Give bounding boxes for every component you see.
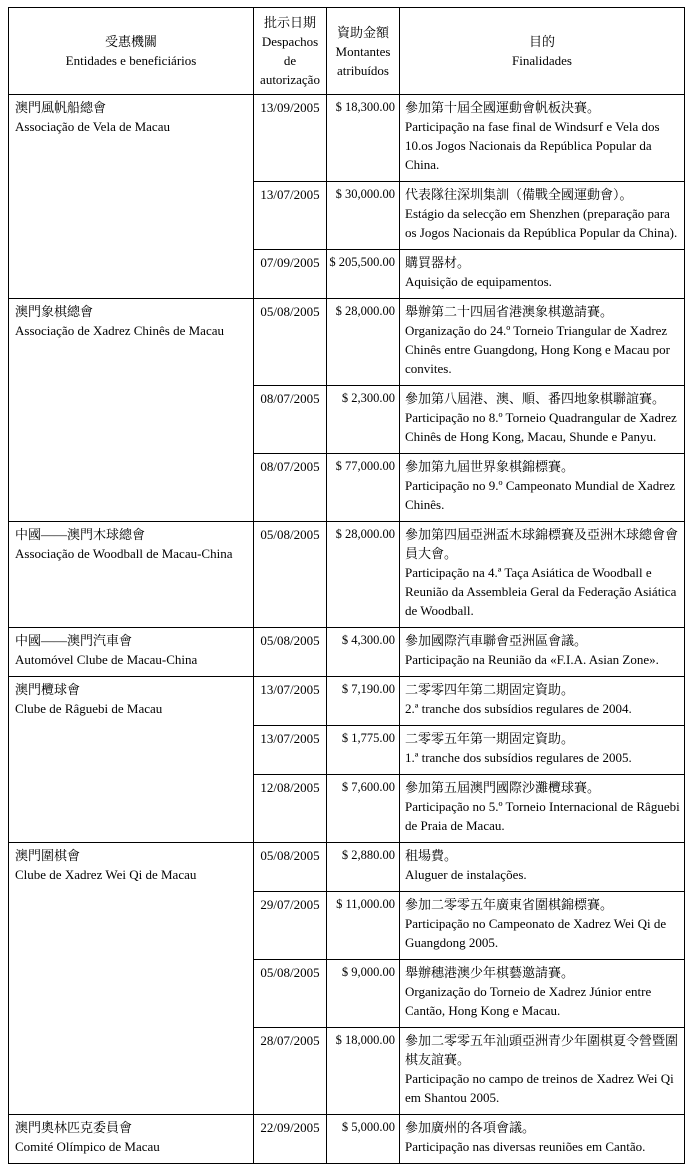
- header-row: [9, 8, 685, 95]
- entity-name-zh: 澳門欖球會: [15, 682, 81, 697]
- grant-amount: $ 28,000.00: [327, 299, 400, 386]
- grant-purpose: [400, 677, 685, 726]
- header-amount-pt: Montantes atribuídos: [335, 43, 391, 78]
- grant-date: 05/08/2005: [254, 299, 327, 386]
- grant-purpose-pt: Participação no 8.º Torneio Quadrangular de Xadrez Chinês de Hong Kong, Macau, Shunde e Panyu.: [405, 410, 677, 444]
- grant-purpose-zh: 參加第十屆全國運動會帆板決賽。: [405, 100, 601, 115]
- entity-name-zh: 澳門奧林匹克委員會: [15, 1120, 133, 1135]
- grant-purpose-zh: 參加第四屆亞洲盃木球錦標賽及亞洲木球總會會員大會。: [405, 527, 679, 561]
- grant-date: 05/08/2005: [254, 628, 327, 677]
- grant-purpose-pt: Organização do 24.º Torneio Triangular de Xadrez Chinês entre Guangdong, Hong Kong e Macau por convites.: [405, 323, 670, 376]
- entity-name-zh: 中國——澳門木球總會: [15, 527, 146, 542]
- table-body: [9, 95, 685, 1164]
- grant-purpose-zh: 參加第九屆世界象棋錦標賽。: [405, 459, 575, 474]
- entity-cell: [9, 522, 254, 628]
- grant-purpose-zh: 二零零四年第二期固定資助。: [405, 682, 575, 697]
- grant-date: 28/07/2005: [254, 1028, 327, 1115]
- grants-table: [8, 7, 685, 1164]
- grant-purpose-zh: 舉辦第二十四屆省港澳象棋邀請賽。: [405, 304, 614, 319]
- grant-amount: $ 205,500.00: [327, 250, 400, 299]
- grant-row: [9, 843, 685, 892]
- entity-cell: [9, 843, 254, 1115]
- grant-purpose: [400, 726, 685, 775]
- grant-date: 05/08/2005: [254, 960, 327, 1028]
- table-header: [9, 8, 685, 95]
- entity-name-pt: Clube de Xadrez Wei Qi de Macau: [15, 867, 197, 882]
- grant-purpose-zh: 參加第八屆港、澳、順、番四地象棋聯誼賽。: [405, 391, 666, 406]
- grant-amount: $ 2,880.00: [327, 843, 400, 892]
- grant-date: 05/08/2005: [254, 843, 327, 892]
- entity-cell: [9, 95, 254, 299]
- entity-cell: [9, 1115, 254, 1164]
- grant-purpose-pt: Participação na Reunião da «F.I.A. Asian Zone».: [405, 652, 659, 667]
- grant-purpose-pt: Participação no campo de treinos de Xadrez Wei Qi em Shantou 2005.: [405, 1071, 674, 1105]
- grant-purpose: [400, 386, 685, 454]
- grant-purpose: [400, 95, 685, 182]
- grant-amount: $ 77,000.00: [327, 454, 400, 522]
- grant-date: 08/07/2005: [254, 386, 327, 454]
- entity-name-pt: Comité Olímpico de Macau: [15, 1139, 160, 1154]
- grant-purpose-pt: 2.ª tranche dos subsídios regulares de 2004.: [405, 701, 632, 716]
- grant-date: 13/07/2005: [254, 726, 327, 775]
- grant-purpose-pt: Aquisição de equipamentos.: [405, 274, 552, 289]
- header-date: [254, 8, 327, 95]
- grant-row: [9, 628, 685, 677]
- grant-amount: $ 9,000.00: [327, 960, 400, 1028]
- grant-purpose: [400, 775, 685, 843]
- entity-name-pt: Clube de Râguebi de Macau: [15, 701, 163, 716]
- grant-purpose-pt: 1.ª tranche dos subsídios regulares de 2005.: [405, 750, 632, 765]
- header-entities-pt: Entidades e beneficiários: [65, 53, 197, 68]
- grant-purpose-zh: 購買器材。: [405, 255, 471, 270]
- entity-name-pt: Automóvel Clube de Macau-China: [15, 652, 198, 667]
- grant-purpose-pt: Participação no Campeonato de Xadrez Wei Qi de Guangdong 2005.: [405, 916, 667, 950]
- header-amount: [327, 8, 400, 95]
- entity-name-zh: 澳門圍棋會: [15, 848, 81, 863]
- grant-purpose-pt: Aluguer de instalações.: [405, 867, 527, 882]
- grant-purpose: [400, 892, 685, 960]
- header-date-pt: Despachos de autorização: [260, 34, 320, 87]
- grant-purpose-zh: 二零零五年第一期固定資助。: [405, 731, 575, 746]
- grant-purpose-zh: 參加二零零五年汕頭亞洲青少年圍棋夏令營暨圍棋友誼賽。: [405, 1033, 679, 1067]
- grant-purpose-pt: Participação na 4.ª Taça Asiática de Woodball e Reunião da Assembleia Geral da Federação Asiática de Woodball.: [405, 565, 677, 618]
- grant-amount: $ 28,000.00: [327, 522, 400, 628]
- grant-date: 22/09/2005: [254, 1115, 327, 1164]
- grant-purpose-pt: Participação nas diversas reuniões em Cantão.: [405, 1139, 646, 1154]
- grant-date: 12/08/2005: [254, 775, 327, 843]
- grant-purpose: [400, 522, 685, 628]
- grant-amount: $ 5,000.00: [327, 1115, 400, 1164]
- grant-date: 08/07/2005: [254, 454, 327, 522]
- grant-purpose: [400, 1028, 685, 1115]
- grant-amount: $ 7,600.00: [327, 775, 400, 843]
- entity-name-pt: Associação de Vela de Macau: [15, 119, 170, 134]
- grant-amount: $ 30,000.00: [327, 182, 400, 250]
- header-purpose-zh: 目的: [528, 34, 555, 49]
- grant-purpose-pt: Participação no 5.º Torneio Internacional de Râguebi de Praia de Macau.: [405, 799, 680, 833]
- header-purpose: [400, 8, 685, 95]
- grant-purpose-zh: 租場費。: [405, 848, 458, 863]
- grant-amount: $ 11,000.00: [327, 892, 400, 960]
- entity-name-zh: 中國——澳門汽車會: [15, 633, 133, 648]
- header-entities-zh: 受惠機關: [104, 34, 157, 49]
- grant-purpose-zh: 參加第五屆澳門國際沙灘欖球賽。: [405, 780, 601, 795]
- grant-purpose-zh: 代表隊往深圳集訓（備戰全國運動會）。: [405, 187, 633, 202]
- grant-purpose-zh: 參加二零零五年廣東省圍棋錦標賽。: [405, 897, 614, 912]
- grant-purpose-zh: 舉辦穗港澳少年棋藝邀請賽。: [405, 965, 575, 980]
- grant-purpose: [400, 843, 685, 892]
- grant-purpose: [400, 299, 685, 386]
- grant-amount: $ 2,300.00: [327, 386, 400, 454]
- grant-date: 13/09/2005: [254, 95, 327, 182]
- grant-purpose: [400, 250, 685, 299]
- entity-cell: [9, 628, 254, 677]
- grant-purpose: [400, 1115, 685, 1164]
- grant-purpose-pt: Participação na fase final de Windsurf e Vela dos 10.os Jogos Nacionais da República Popular da China.: [405, 119, 660, 172]
- grant-date: 13/07/2005: [254, 677, 327, 726]
- entity-name-zh: 澳門風帆船總會: [15, 100, 107, 115]
- grant-amount: $ 1,775.00: [327, 726, 400, 775]
- grant-purpose-pt: Estágio da selecção em Shenzhen (preparação para os Jogos Nacionais da República Popular da China).: [405, 206, 678, 240]
- grant-date: 07/09/2005: [254, 250, 327, 299]
- grant-row: [9, 1115, 685, 1164]
- grant-purpose: [400, 454, 685, 522]
- grant-purpose: [400, 182, 685, 250]
- grant-purpose: [400, 960, 685, 1028]
- grant-date: 13/07/2005: [254, 182, 327, 250]
- grant-row: [9, 95, 685, 182]
- grant-amount: $ 18,300.00: [327, 95, 400, 182]
- header-entities: [9, 8, 254, 95]
- entity-cell: [9, 677, 254, 843]
- grant-amount: $ 18,000.00: [327, 1028, 400, 1115]
- entity-name-pt: Associação de Woodball de Macau-China: [15, 546, 233, 561]
- grant-purpose-zh: 參加國際汽車聯會亞洲區會議。: [405, 633, 588, 648]
- grant-amount: $ 4,300.00: [327, 628, 400, 677]
- grant-purpose-pt: Organização do Torneio de Xadrez Júnior entre Cantão, Hong Kong e Macau.: [405, 984, 652, 1018]
- grant-row: [9, 299, 685, 386]
- grant-purpose: [400, 628, 685, 677]
- grant-date: 05/08/2005: [254, 522, 327, 628]
- entity-name-pt: Associação de Xadrez Chinês de Macau: [15, 323, 224, 338]
- entity-cell: [9, 299, 254, 522]
- grant-row: [9, 677, 685, 726]
- grant-amount: $ 7,190.00: [327, 677, 400, 726]
- header-purpose-pt: Finalidades: [512, 53, 572, 68]
- header-date-zh: 批示日期: [263, 15, 316, 30]
- grant-date: 29/07/2005: [254, 892, 327, 960]
- entity-name-zh: 澳門象棋總會: [15, 304, 94, 319]
- grant-purpose-zh: 參加廣州的各項會議。: [405, 1120, 536, 1135]
- header-amount-zh: 資助金額: [336, 24, 389, 40]
- grant-row: [9, 522, 685, 628]
- grant-purpose-pt: Participação no 9.º Campeonato Mundial de Xadrez Chinês.: [405, 478, 676, 512]
